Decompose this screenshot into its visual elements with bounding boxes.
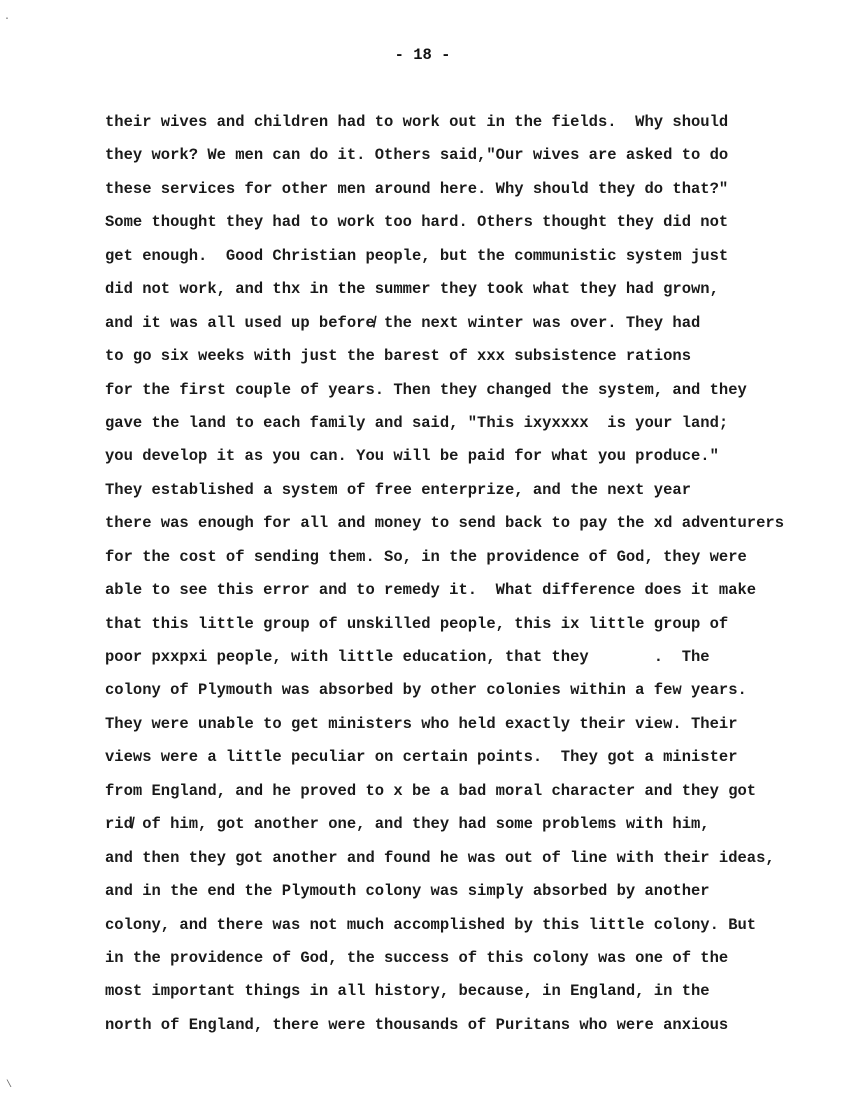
text-line: in the providence of God, the success of this colony was one of the xyxy=(105,948,729,967)
text-line: poor pxxpxi people, with little education, that they . The xyxy=(105,648,710,666)
typed-body-text xyxy=(105,111,784,1047)
text-line: colony, and there was not much accomplished by this little colony. But xyxy=(105,915,757,934)
text-line: they work? We men can do it. Others said,"Our wives are asked to do xyxy=(105,146,729,165)
text-line: to go six weeks with just the barest of xxx subsistence rations xyxy=(105,347,691,366)
text-line: there was enough for all and money to send back to pay the xd adventurers xyxy=(105,514,785,533)
text-line: get enough. Good Christian people, but the communistic system just xyxy=(105,246,729,265)
text-line: and it was all used up before̸ the next winter was over. They had xyxy=(105,313,701,332)
text-line: able to see this error and to remedy it. What difference does it make xyxy=(105,581,757,600)
text-line: their wives and children had to work out in the fields. Why should xyxy=(105,113,729,131)
page-number: - 18 - xyxy=(394,46,451,64)
text-line: and then they got another and found he was out of line with their ideas, xyxy=(105,848,775,867)
text-line: you develop it as you can. You will be paid for what you produce." xyxy=(105,447,719,466)
text-line: did not work, and thx in the summer they took what they had grown, xyxy=(105,280,719,299)
text-line: and in the end the Plymouth colony was simply absorbed by another xyxy=(105,882,710,901)
text-line: colony of Plymouth was absorbed by other colonies within a few years. xyxy=(105,681,747,700)
text-line: north of England, there were thousands of Puritans who were anxious xyxy=(105,1015,729,1034)
margin-tick: \ xyxy=(6,1080,13,1091)
text-line: these services for other men around here. Why should they do that?" xyxy=(105,179,729,198)
margin-dot: · xyxy=(4,14,11,25)
text-line: rid̸ of him, got another one, and they had some problems with him, xyxy=(105,815,710,834)
text-line: gave the land to each family and said, "This ixyxxxx is your land; xyxy=(105,413,729,432)
text-line: views were a little peculiar on certain points. They got a minister xyxy=(105,748,738,767)
text-line: Some thought they had to work too hard. Others thought they did not xyxy=(105,213,729,232)
text-line: that this little group of unskilled people, this ix little group of xyxy=(105,614,729,633)
text-line: They established a system of free enterprize, and the next year xyxy=(105,480,691,499)
text-line: from England, and he proved to x be a bad moral character and they got xyxy=(105,781,757,800)
text-line: most important things in all history, because, in England, in the xyxy=(105,982,710,1001)
text-line: They were unable to get ministers who held exactly their view. Their xyxy=(105,714,738,733)
text-line: for the cost of sending them. So, in the providence of God, they were xyxy=(105,547,747,566)
text-line: for the first couple of years. Then they changed the system, and they xyxy=(105,380,747,399)
